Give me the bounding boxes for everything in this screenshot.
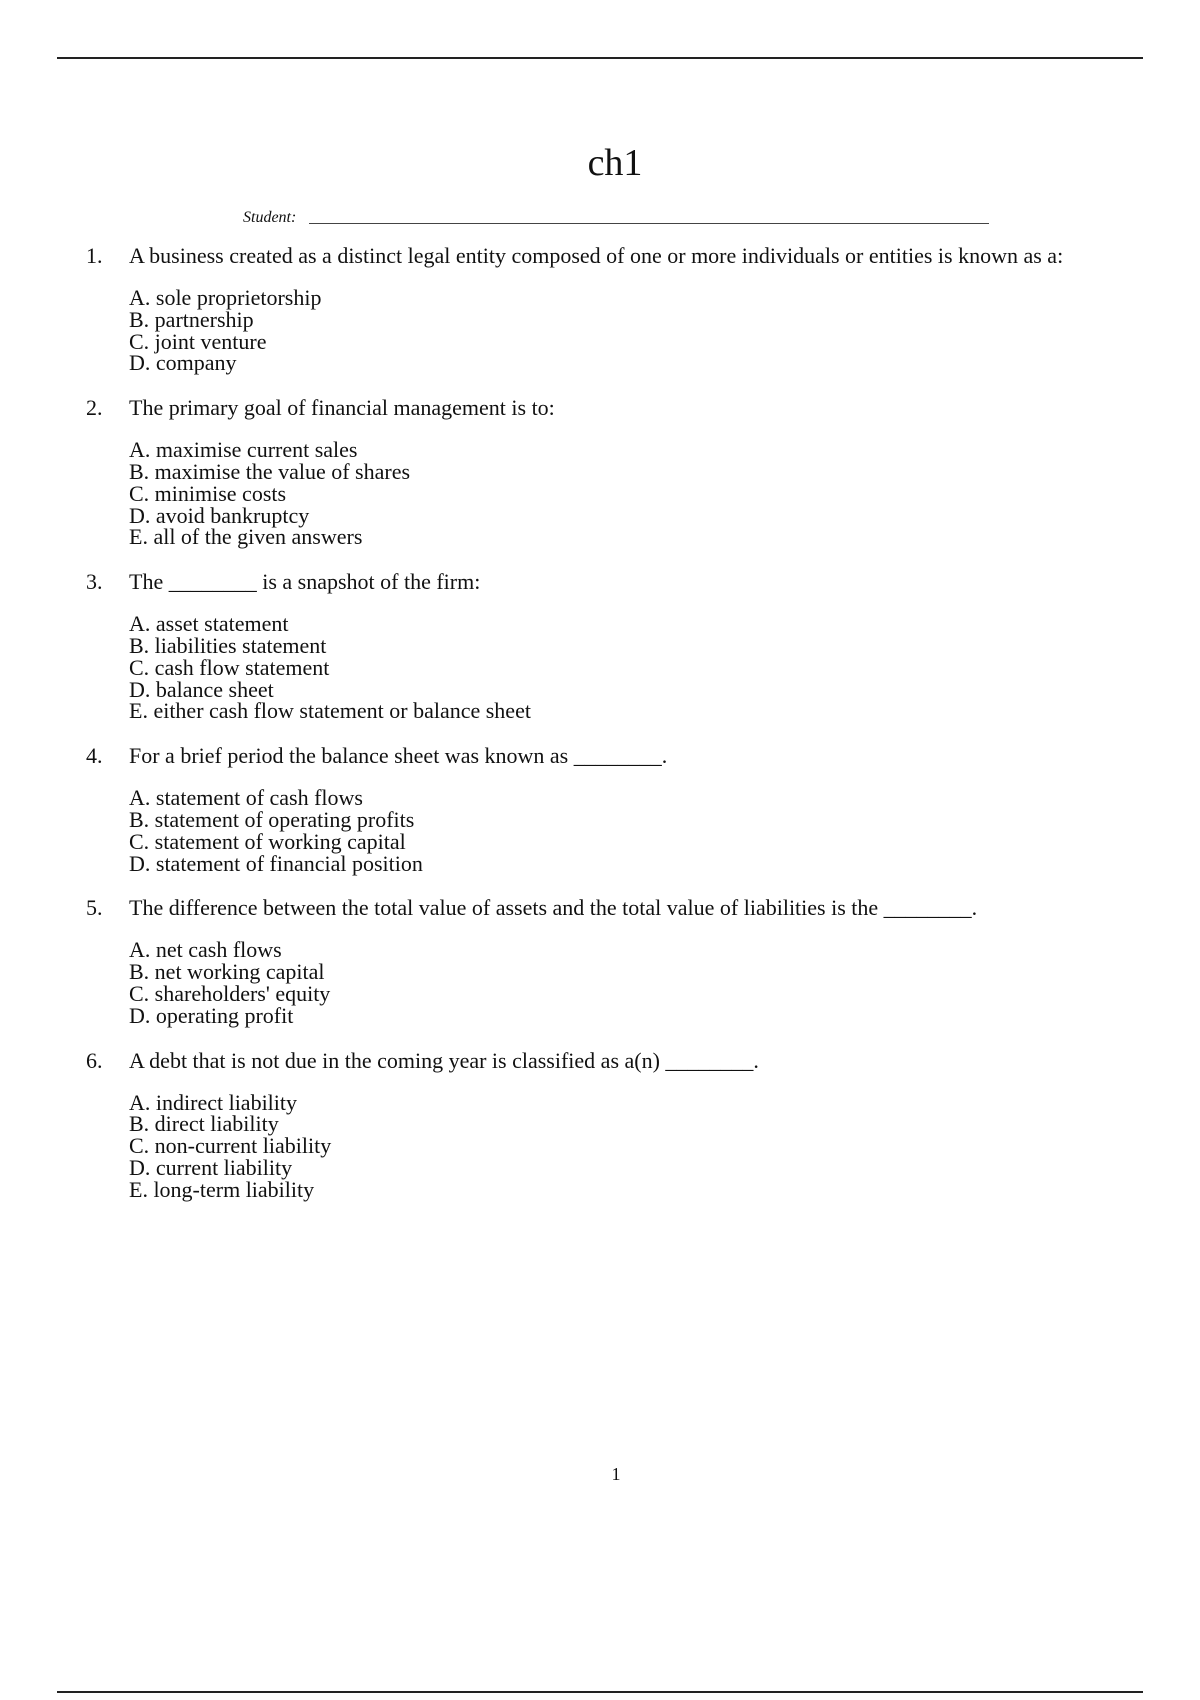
answer-option: B. maximise the value of shares xyxy=(129,458,411,484)
question-3 xyxy=(86,570,1136,722)
student-label: Student: xyxy=(243,209,297,226)
answer-option: D. avoid bankruptcy xyxy=(129,502,310,528)
answer-option: B. direct liability xyxy=(129,1111,279,1137)
page-title: ch1 xyxy=(587,142,643,184)
answer-option: C. statement of working capital xyxy=(129,828,406,854)
question-2 xyxy=(86,396,1136,548)
answer-option: A. statement of cash flows xyxy=(129,785,363,811)
question-text: For a brief period the balance sheet was known as ________. xyxy=(129,743,668,769)
answer-options xyxy=(129,787,1136,874)
answer-option: D. operating profit xyxy=(129,1002,294,1028)
answer-option: C. joint venture xyxy=(129,328,267,354)
question-number: 2. xyxy=(86,395,103,421)
answer-option: B. net working capital xyxy=(129,959,325,985)
answer-option: E. either cash flow statement or balance sheet xyxy=(129,698,531,724)
bottom-rule xyxy=(57,1691,1143,1693)
answer-options xyxy=(129,287,1136,374)
answer-options xyxy=(129,1089,1136,1202)
answer-option: B. liabilities statement xyxy=(129,632,327,658)
question-6 xyxy=(86,1049,1136,1201)
answer-option: A. sole proprietorship xyxy=(129,285,322,310)
answer-option: C. non-current liability xyxy=(129,1133,332,1159)
question-text: A business created as a distinct legal entity composed of one or more individuals or entities is known as a: xyxy=(129,243,1064,268)
question-list xyxy=(86,244,1136,1223)
answer-option: C. cash flow statement xyxy=(129,654,330,680)
answer-option: B. partnership xyxy=(129,306,254,332)
answer-options xyxy=(129,613,1136,722)
question-text: The primary goal of financial management is to: xyxy=(129,395,555,421)
answer-option: D. company xyxy=(129,350,237,376)
answer-option: D. statement of financial position xyxy=(129,850,423,876)
question-5 xyxy=(86,896,1136,1026)
question-text: The difference between the total value of assets and the total value of liabilities is the ________. xyxy=(129,895,978,921)
question-number: 3. xyxy=(86,569,103,595)
answer-option: A. indirect liability xyxy=(129,1089,298,1115)
answer-option: E. all of the given answers xyxy=(129,524,363,550)
answer-option: C. minimise costs xyxy=(129,480,287,506)
answer-option: D. balance sheet xyxy=(129,676,274,702)
question-4 xyxy=(86,744,1136,874)
answer-options xyxy=(129,939,1136,1026)
answer-option: A. asset statement xyxy=(129,611,289,637)
answer-option: E. long-term liability xyxy=(129,1176,315,1202)
student-name-line xyxy=(309,223,989,224)
question-number: 1. xyxy=(86,243,103,268)
answer-option: B. statement of operating profits xyxy=(129,806,415,832)
answer-options xyxy=(129,439,1136,548)
question-number: 4. xyxy=(86,743,103,769)
answer-option: A. maximise current sales xyxy=(129,437,358,463)
answer-option: A. net cash flows xyxy=(129,937,282,963)
question-number: 6. xyxy=(86,1047,103,1073)
question-text: A debt that is not due in the coming year is classified as a(n) ________. xyxy=(129,1047,759,1073)
answer-option: C. shareholders' equity xyxy=(129,980,331,1006)
answer-option: D. current liability xyxy=(129,1154,293,1180)
question-1 xyxy=(86,244,1136,374)
question-number: 5. xyxy=(86,895,103,921)
page-number: 1 xyxy=(611,1464,621,1484)
top-rule xyxy=(57,57,1143,59)
question-text: The ________ is a snapshot of the firm: xyxy=(129,569,481,595)
